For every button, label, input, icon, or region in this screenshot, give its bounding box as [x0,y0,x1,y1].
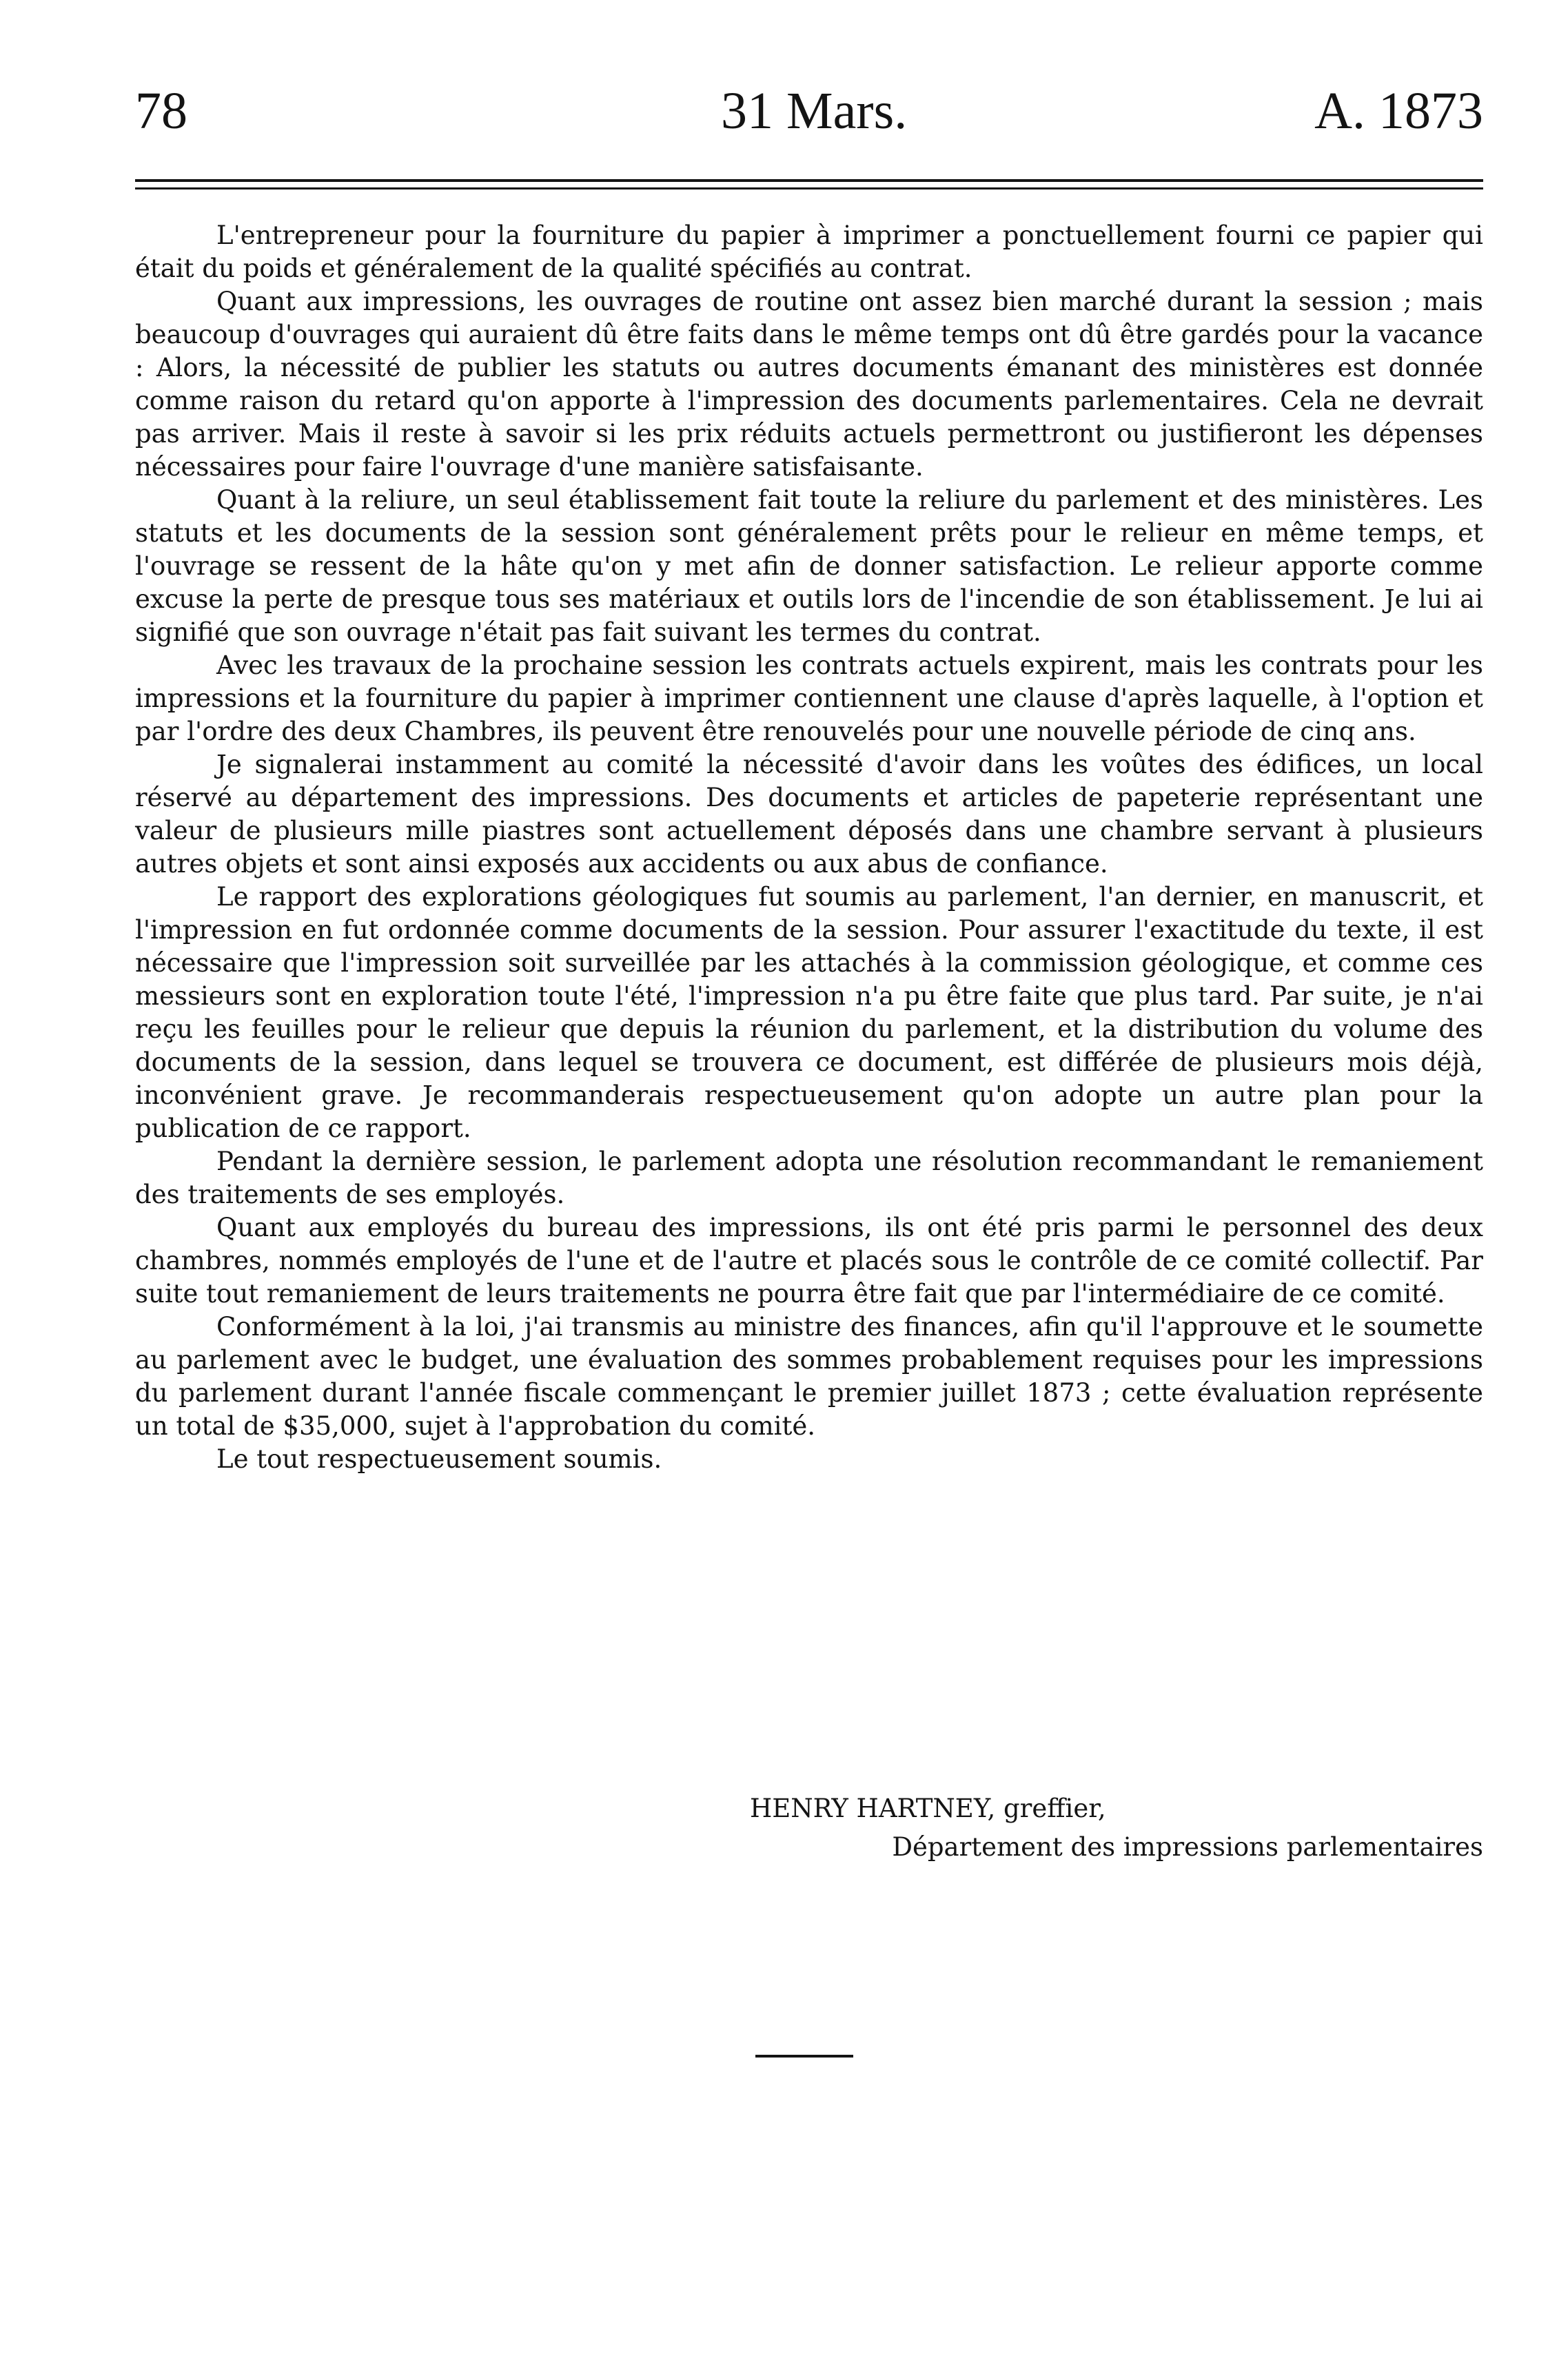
page-date: 31 Mars. [721,82,908,140]
end-rule [755,2055,853,2058]
header-rule-top [135,179,1483,182]
paragraph-binding: Quant à la reliure, un seul établissement fait toute la reliure du parlement et des ministères. Les statuts et les documents de la session sont généralement prêts pour le relieur en même temps, et l'ouvrage se ressent de la hâte qu'on y met afin de donner satisfaction. Le relieur apporte comme excuse la perte de presque tous ses matériaux et outils lors de l'incendie de son établissement. Je lui ai signifié que son ouvrage n'était pas fait suivant les termes du contrat. [135,485,1483,647]
paragraph-employees: Quant aux employés du bureau des impressions, ils ont été pris parmi le personnel des deux chambres, nommés employés de l'une et de l'autre et placés sous le contrôle de ce comité collectif. Par suite tout remaniement de leurs traitements ne pourra être fait que par l'intermédiaire de ce comité. [135,1213,1483,1309]
page-year: A. 1873 [1314,82,1483,140]
paragraph-contracts: Avec les travaux de la prochaine session les contrats actuels expirent, mais les contrats pour les impressions et la fourniture du papier à imprimer contiennent une clause d'après laquelle, à l'option et par l'ordre des deux Chambres, ils peuvent être renouvelés pour une nouvelle période de cinq ans. [135,650,1483,746]
page-number: 78 [135,82,187,140]
paragraph-closing: Le tout respectueusement soumis. [216,1444,662,1474]
paragraph-geological-report: Le rapport des explorations géologiques fut soumis au parlement, l'an dernier, en manuscrit, et l'impression en fut ordonnée comme documents de la session. Pour assurer l'exactitude du texte, il est nécessaire que l'impression soit surveillée par les attachés à la commission géologique, et comme ces messieurs sont en exploration toute l'été, l'impression n'a pu être faite que plus tard. Par suite, je n'ai reçu les feuilles pour le relieur que depuis la réunion du parlement, et la distribution du volume des documents de la session, dans lequel se trouvera ce document, est différée de plusieurs mois déjà, inconvénient grave. Je recommanderais respectueusement qu'on adopte un autre plan pour la publication de ce rapport. [135,882,1483,1143]
paragraph-budget-estimate: Conformément à la loi, j'ai transmis au ministre des finances, afin qu'il l'approuve et le soumette au parlement avec le budget, une évaluation des sommes probablement requises pour les impressions du parlement durant l'année fiscale commençant le premier juillet 1873 ; cette évaluation représente un total de $35,000, sujet à l'approbation du comité. [135,1312,1483,1441]
paragraph-storage: Je signalerai instamment au comité la nécessité d'avoir dans les voûtes des édifices, un local réservé au département des impressions. Des documents et articles de papeterie représentant une valeur de plusieurs mille piastres sont actuellement déposés dans une chambre servant à plusieurs autres objets et sont ainsi exposés aux accidents ou aux abus de confiance. [135,750,1483,879]
paragraph-impressions: Quant aux impressions, les ouvrages de routine ont assez bien marché durant la session ; mais beaucoup d'ouvrages qui auraient dû être faits dans le même temps ont dû être gardés pour la vacance : Alors, la nécessité de publier les statuts ou autres documents émanant des ministères est donnée comme raison du retard qu'on apporte à l'impression des documents parlementaires. Cela ne devrait pas arriver. Mais il reste à savoir si les prix réduits actuels permettront ou justifieront les dépenses nécessaires pour faire l'ouvrage d'une manière satisfaisante. [135,287,1483,482]
signatory-name: HENRY HARTNEY, greffier, [750,1794,1106,1823]
signature-block [750,1789,1483,1867]
page-header [135,81,1483,150]
signatory-department: Département des impressions parlementaires [892,1832,1483,1862]
paragraph-salaries-resolution: Pendant la dernière session, le parlement adopta une résolution recommandant le remaniement des traitements de ses employés. [135,1147,1483,1209]
header-rule-bottom [135,187,1483,189]
paragraph-paper-supply: L'entrepreneur pour la fourniture du papier à imprimer a ponctuellement fourni ce papier qui était du poids et généralement de la qualité spécifiés au contrat. [135,220,1483,283]
report-body [135,219,1483,1476]
